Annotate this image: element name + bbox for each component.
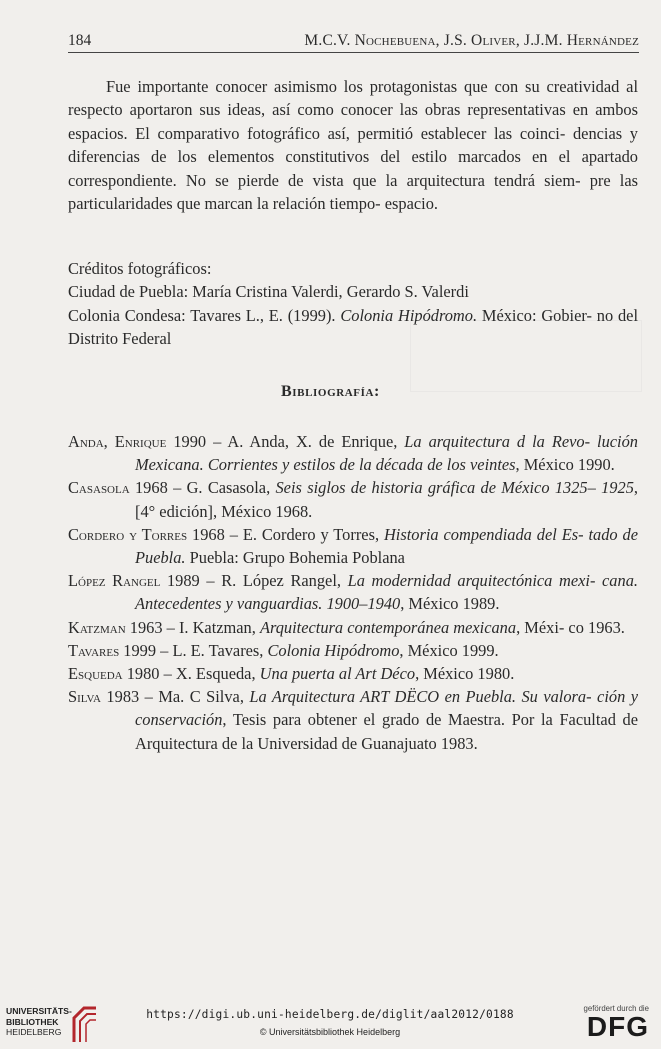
entry-imprint: , México 1999.: [399, 640, 499, 660]
entry-imprint: Puebla: Grupo Bohemia Poblana: [185, 548, 405, 568]
entry-details: 1968 – E. Cordero y Torres,: [187, 524, 384, 544]
running-header: [68, 32, 639, 53]
digitization-footer: [0, 1000, 661, 1049]
entry-details: 1963 – I. Katzman,: [125, 617, 260, 637]
entry-details: 1990 – A. Anda, X. de Enrique,: [166, 432, 405, 451]
credits-condesa-text: Colonia Condesa: Tavares L., E. (1999).: [68, 305, 341, 325]
bibliography-entry: [68, 523, 638, 569]
library-name-line-2: BIBLIOTHEK: [6, 1016, 59, 1027]
entry-title: La Arquitectura ART DËCO en Puebla. Su valora- ción y conservación: [135, 687, 639, 730]
entry-author: Cordero y Torres: [68, 524, 188, 544]
bibliography-entry: [68, 569, 638, 615]
entry-author: López Rangel: [68, 571, 161, 591]
entry-author: Esqueda: [68, 664, 123, 684]
library-name-line-3: HEIDELBERG: [6, 1027, 62, 1037]
funding-note: gefördert durch die: [583, 1004, 649, 1013]
entry-details: 1980 – X. Esqueda,: [122, 664, 260, 684]
entry-title: Colonia Hipódromo: [267, 640, 400, 660]
dfg-logo[interactable]: [559, 1004, 649, 1041]
bibliography-entry: [68, 476, 638, 522]
bibliography-entry: [68, 685, 638, 755]
entry-title: Arquitectura contemporánea mexicana: [259, 617, 517, 637]
bibliography-entry: [68, 430, 638, 476]
credits-condesa-publisher: México: Gobier- no del Distrito Federal: [68, 305, 639, 349]
entry-imprint: , Tesis para obtener el grado de Maestra. Por la Facultad de Arquitectura de la Universidad de Guanajuato 1983.: [135, 710, 638, 753]
entry-details: 1989 – R. López Rangel,: [160, 571, 348, 591]
entry-author: Silva: [68, 687, 101, 707]
entry-title: Seis siglos de historia gráfica de México 1325– 1925: [275, 478, 634, 498]
credits-condesa-title: Colonia Hipódromo.: [340, 305, 478, 325]
page-number: 184: [68, 32, 92, 49]
citation-block: [140, 1008, 520, 1037]
entry-imprint: , [4° edición], México 1968.: [135, 478, 638, 521]
entry-details: 1999 – L. E. Tavares,: [119, 640, 268, 660]
copyright-notice: © Universitätsbibliothek Heidelberg: [259, 1027, 401, 1037]
entry-author: Tavares: [68, 640, 120, 660]
show-through-shadow: [410, 320, 642, 392]
entry-title: La modernidad arquitectónica mexi- cana. Antecedentes y vanguardias. 1900–1940: [135, 571, 638, 614]
bibliography-entry: [68, 639, 638, 662]
body-paragraph: Fue importante conocer asimismo los protagonistas que con su creatividad al respecto aportaron sus ideas, así como conocer las obras representativas en ambos espacios. El comparativo fotográfico así, permitió establecer las coinci- dencias y diferencias de los elementos constitutivos del estilo marcados en el apartado correspondiente. No se pierde de vista que la arquitectura tendrá siem- pre las particularidades que marcan la relación tiempo- espacio.: [68, 77, 638, 214]
library-emblem-icon: [70, 1004, 100, 1044]
entry-title: Historia compendiada del Es- tado de Puebla.: [135, 524, 638, 568]
funder-name: DFG: [586, 1011, 649, 1042]
entry-author: Katzman: [68, 617, 126, 637]
entry-details: 1968 – G. Casasola,: [129, 478, 276, 498]
entry-author: Casasola: [68, 478, 130, 498]
bibliography-entry: [68, 662, 638, 685]
library-logo[interactable]: [6, 1004, 106, 1044]
library-name: [6, 1006, 72, 1038]
entry-imprint: , Méxi- co 1963.: [516, 617, 625, 637]
permalink[interactable]: https://digi.ub.uni-heidelberg.de/diglit/aal2012/0188: [146, 1008, 514, 1021]
entry-details: 1983 – Ma. C Silva,: [100, 687, 250, 707]
entry-imprint: , México 1989.: [400, 594, 500, 614]
entry-title: Una puerta al Art Déco: [259, 664, 416, 684]
entry-title: La arquitectura d la Revo- lución Mexicana. Corrientes y estilos de la década de los veintes: [135, 432, 638, 475]
credits-line-puebla: Ciudad de Puebla: María Cristina Valerdi, Gerardo S. Valerdi: [68, 282, 469, 302]
bibliography-heading: Bibliografía:: [281, 383, 380, 400]
entry-imprint: , México 1990.: [515, 455, 615, 475]
bibliography-entry: [68, 616, 638, 639]
running-header-authors: M.C.V. Nochebuena, J.S. Oliver, J.J.M. Hernández: [304, 32, 639, 49]
credits-heading: Créditos fotográficos:: [68, 259, 212, 278]
library-name-line-1: UNIVERSITÄTS-: [6, 1006, 72, 1016]
entry-imprint: , México 1980.: [415, 664, 515, 684]
entry-author: Anda, Enrique: [68, 432, 167, 451]
bibliography-list: [68, 430, 638, 755]
